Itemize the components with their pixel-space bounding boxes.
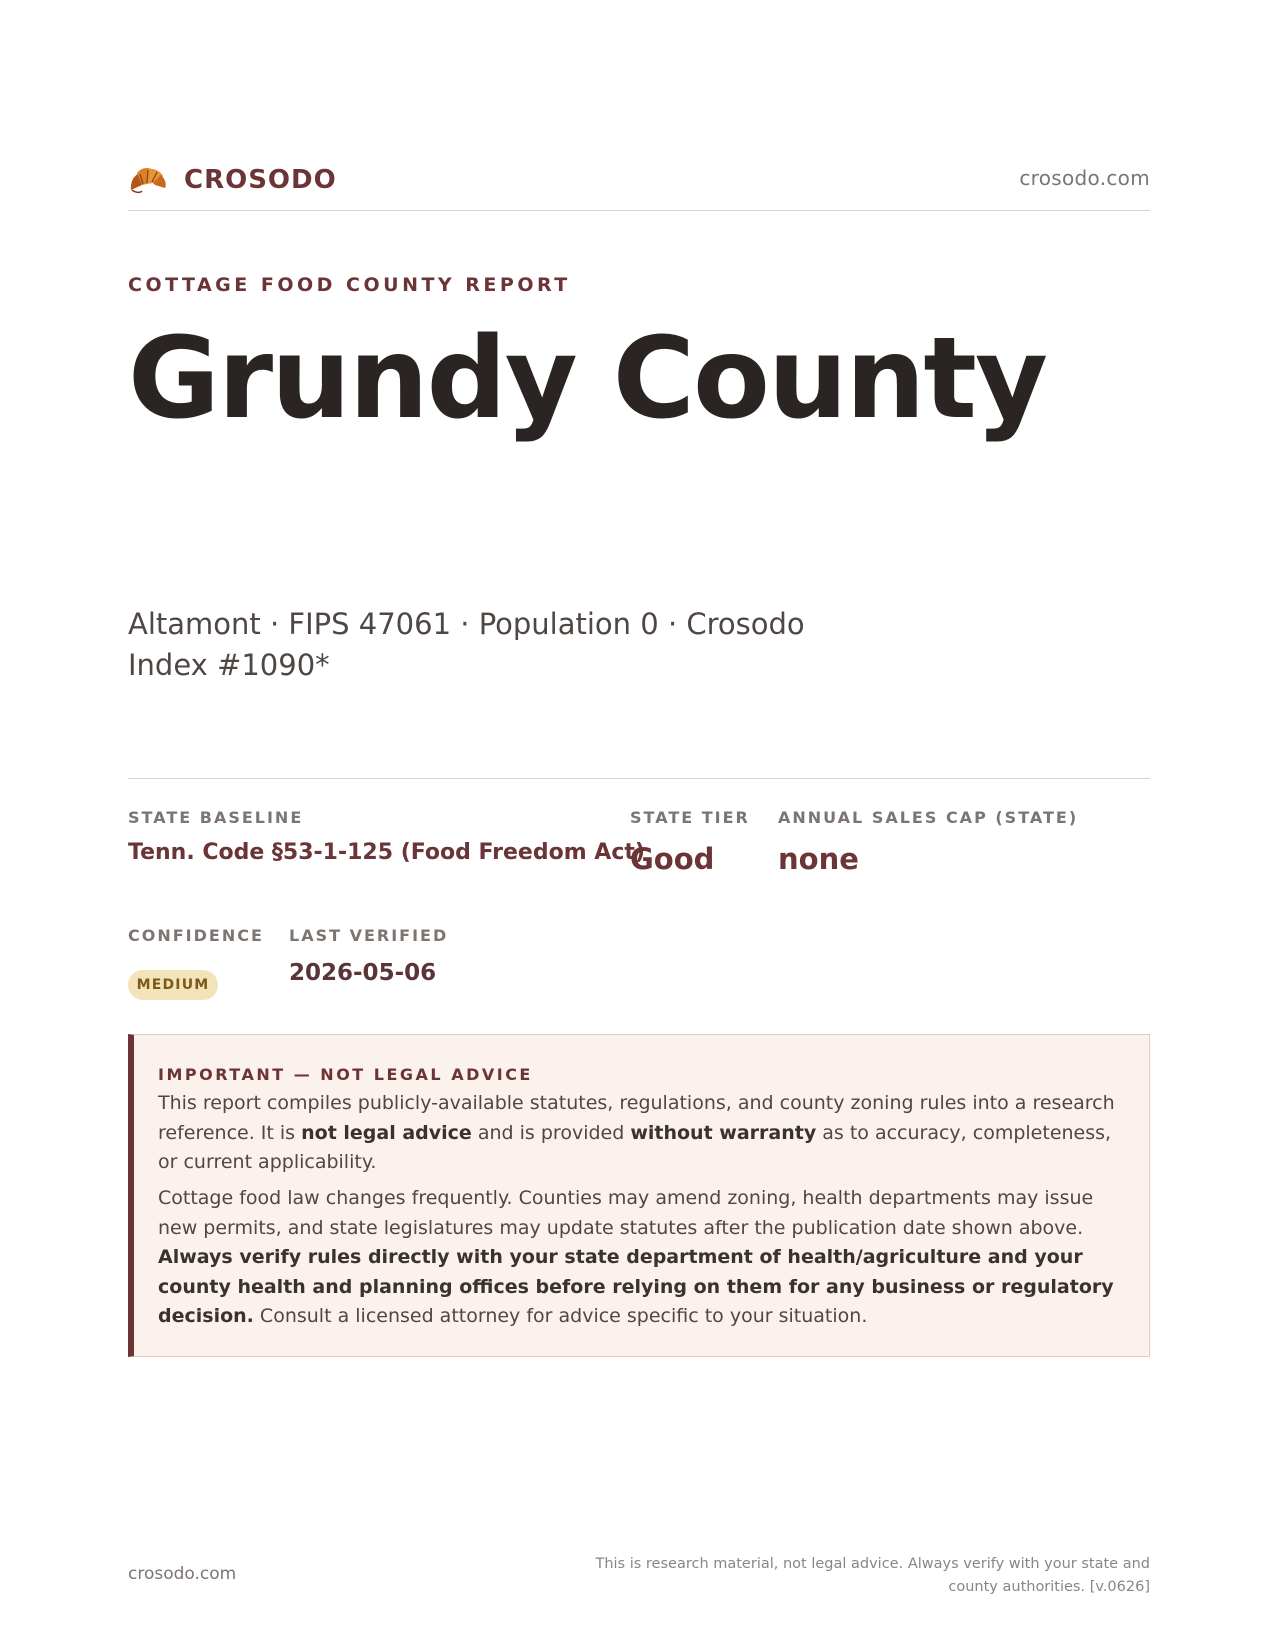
notice-heading: IMPORTANT — NOT LEGAL ADVICE <box>158 1065 533 1084</box>
notice-text: as to accuracy, completeness, or current applicability. <box>158 1121 1112 1173</box>
site-url[interactable]: crosodo.com <box>1019 166 1150 190</box>
state-tier-value: Good <box>630 842 715 876</box>
confidence-label: CONFIDENCE <box>128 926 264 945</box>
last-verified-label: LAST VERIFIED <box>289 926 449 945</box>
brand-name: CROSODO <box>184 165 337 195</box>
notice-text: and is provided <box>471 1121 631 1144</box>
legal-notice <box>128 1034 1150 1357</box>
state-tier-label: STATE TIER <box>630 808 750 827</box>
notice-paragraph-2 <box>158 1184 1118 1332</box>
page-title: Grundy County <box>128 314 1046 444</box>
state-baseline-label: STATE BASELINE <box>128 808 304 827</box>
croissant-icon <box>128 160 168 200</box>
notice-emphasis: Always verify rules directly with your state department of health/agriculture and your county health and planning offices before relying on them for any business or regulatory decision. <box>158 1246 1114 1327</box>
section-divider <box>128 778 1150 779</box>
footer-disclaimer: This is research material, not legal advice. Always verify with your state and county authorities. [v.0626] <box>595 1556 1150 1595</box>
notice-text: Consult a licensed attorney for advice specific to your situation. <box>253 1305 868 1327</box>
report-eyebrow: COTTAGE FOOD COUNTY REPORT <box>128 274 571 296</box>
sales-cap-label: ANNUAL SALES CAP (STATE) <box>778 808 1079 827</box>
footer-url[interactable]: crosodo.com <box>128 1564 237 1584</box>
notice-paragraph-1 <box>158 1089 1118 1178</box>
notice-text: Cottage food law changes frequently. Counties may amend zoning, health departments may issue new permits, and state legislatures may update statutes after the publication date shown above. <box>158 1187 1094 1239</box>
brand <box>128 160 337 200</box>
page-header <box>128 158 1150 211</box>
state-baseline-value: Tenn. Code §53-1-125 (Food Freedom Act) <box>128 840 645 865</box>
notice-emphasis: without warranty <box>630 1121 817 1144</box>
notice-emphasis: not legal advice <box>301 1121 472 1144</box>
confidence-badge: MEDIUM <box>128 970 218 1000</box>
last-verified-value: 2026-05-06 <box>289 960 437 986</box>
county-summary: Altamont · FIPS 47061 · Population 0 · Crosodo Index #1090* <box>128 607 805 682</box>
notice-text: This report compiles publicly-available statutes, regulations, and county zoning rules into a research reference. It is <box>158 1092 1115 1144</box>
report-page <box>128 0 1150 1650</box>
sales-cap-value: none <box>778 842 859 876</box>
